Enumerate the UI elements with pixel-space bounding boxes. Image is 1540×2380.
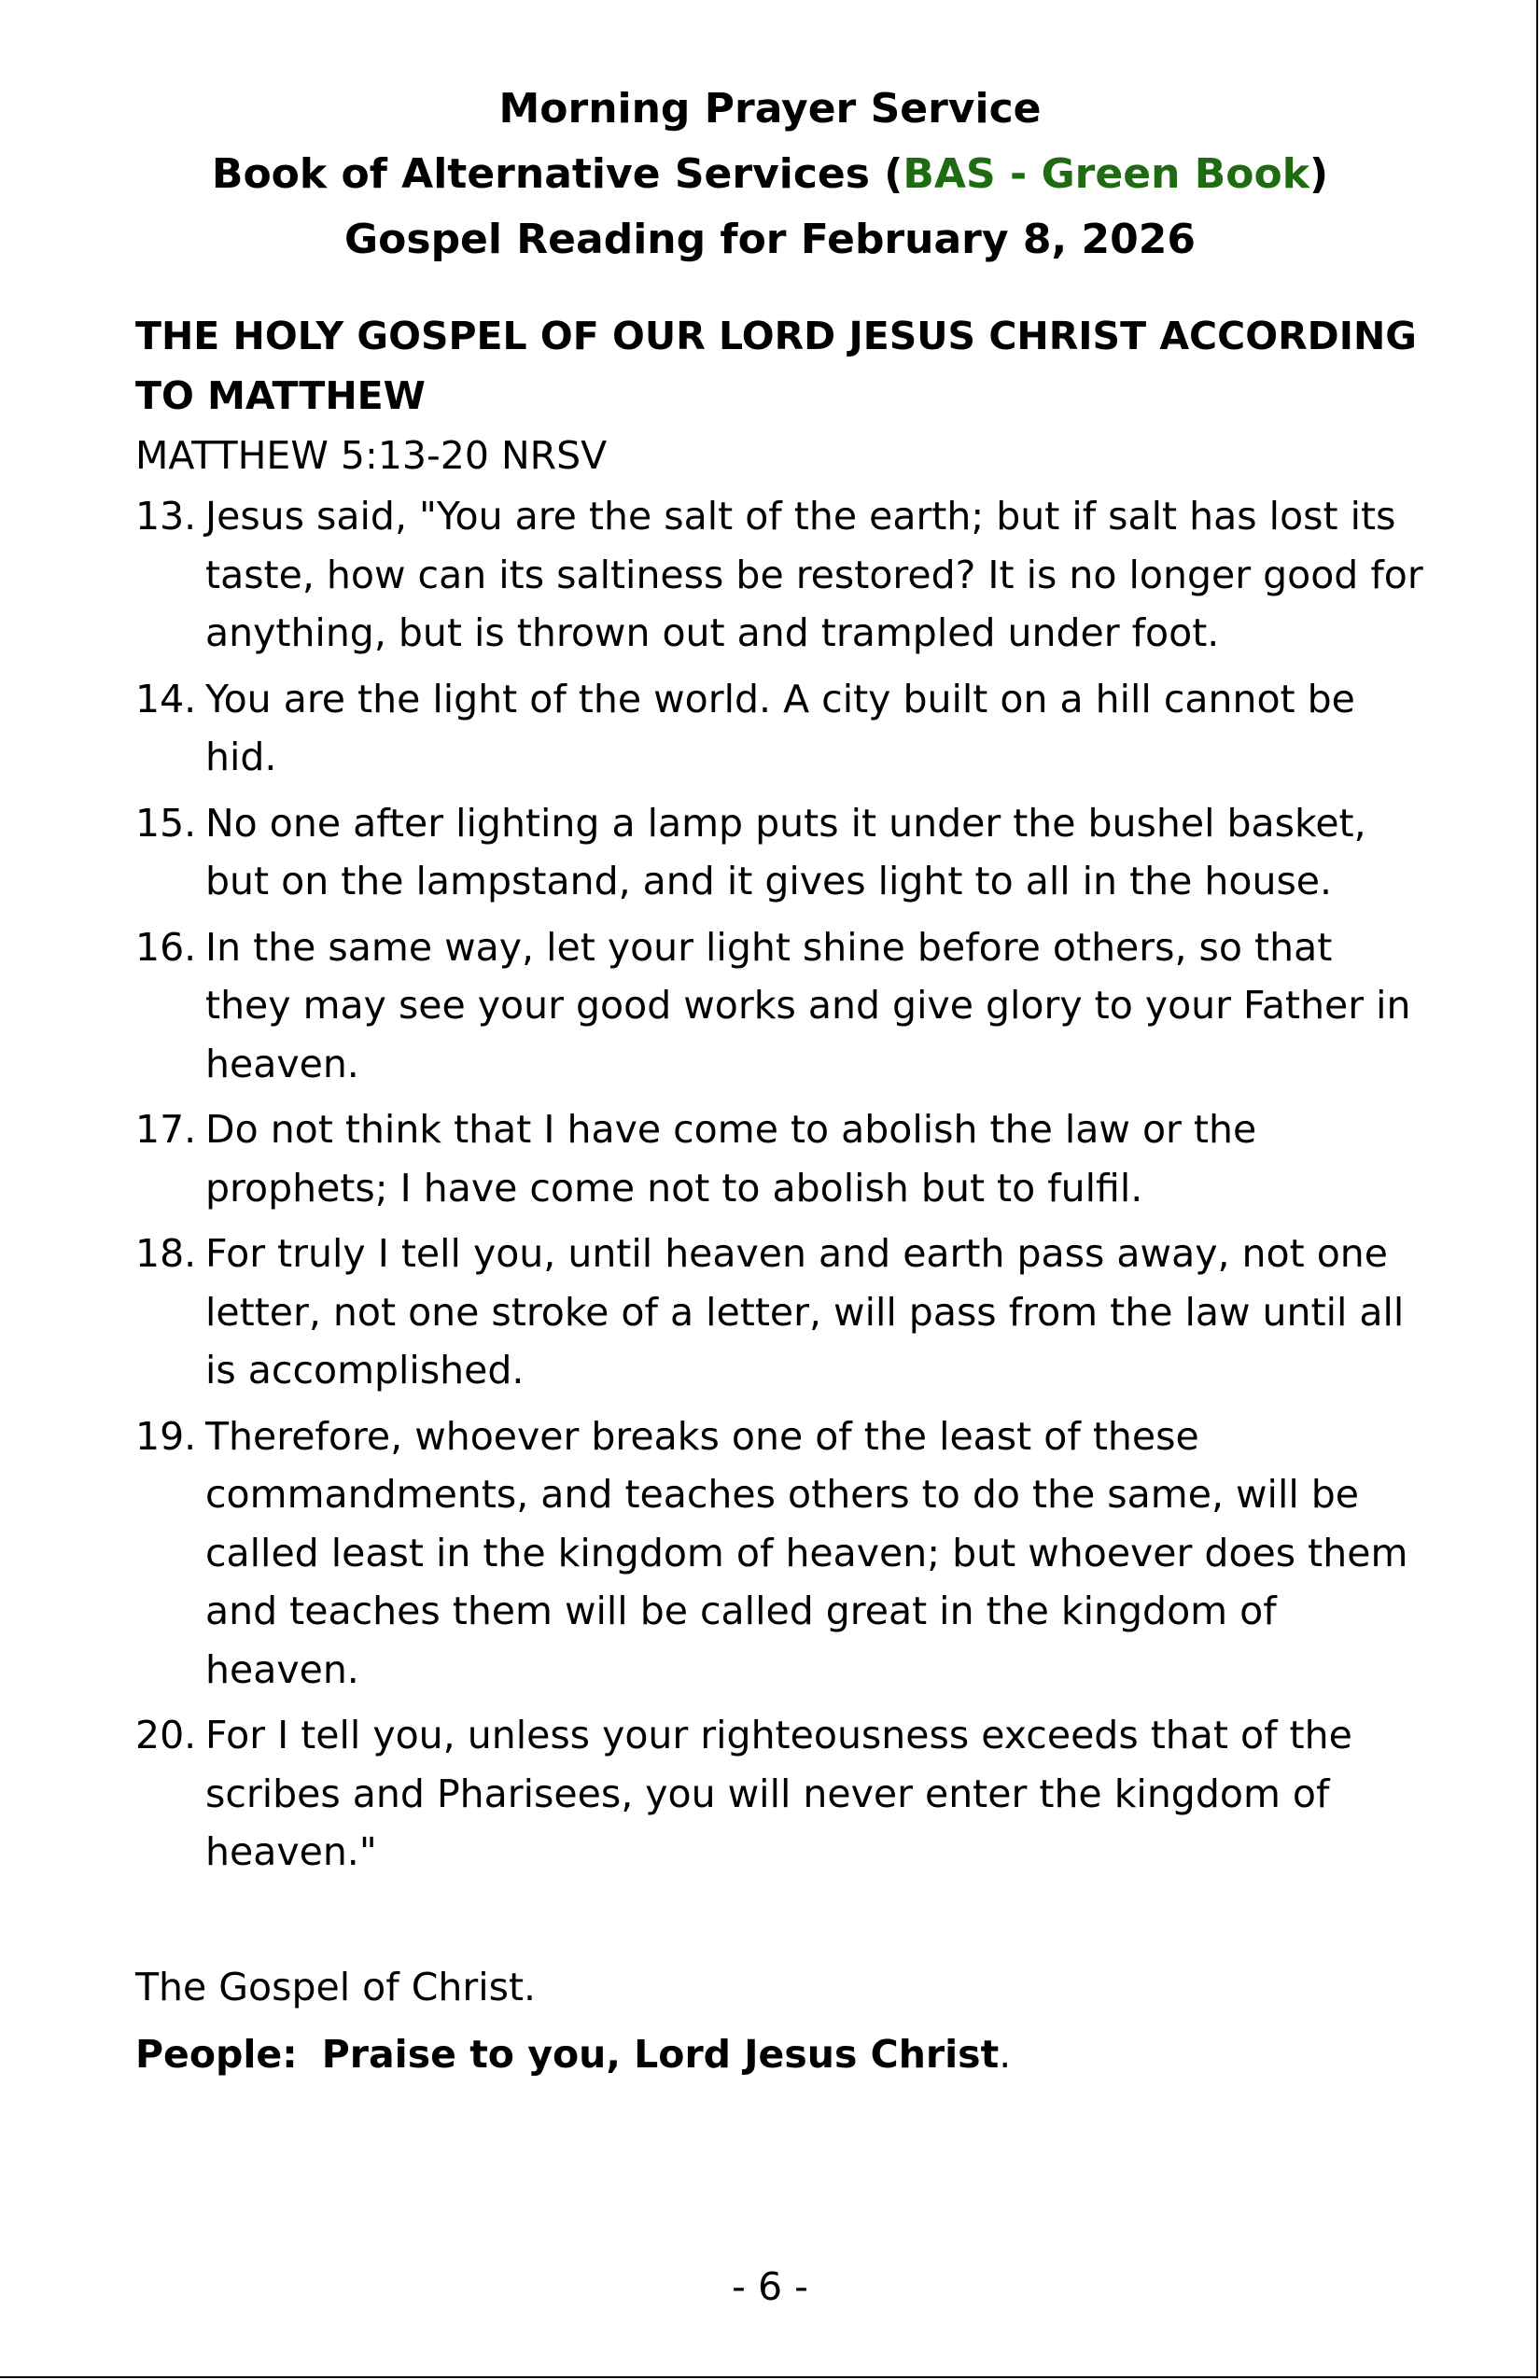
reading-date-title: Gospel Reading for February 8, 2026	[344, 216, 1196, 263]
verse-text: For truly I tell you, until heaven and earth pass away, not one letter, not one stroke of a letter, will pass from the law until all is accomplished.	[205, 1231, 1405, 1393]
book-title-suffix: )	[1309, 150, 1329, 198]
verse-number: 20.	[135, 1713, 197, 1757]
verse-number: 19.	[135, 1413, 197, 1459]
verse-text: In the same way, let your light shine before others, so that they may see your good works and give glory to your Father in heaven.	[205, 924, 1411, 1086]
verse-number: 16.	[135, 924, 197, 970]
verse-item	[135, 670, 1423, 787]
closing-section	[135, 1957, 1423, 2084]
verse-item	[135, 1706, 1423, 1882]
page-number: - 6 -	[732, 2264, 808, 2309]
verse-item	[135, 794, 1423, 911]
response-label: People:	[135, 2032, 298, 2077]
gospel-heading: THE HOLY GOSPEL OF OUR LORD JESUS CHRIST ACCORDING TO MATTHEW	[135, 314, 1417, 418]
book-title-highlight: BAS - Green Book	[903, 150, 1309, 198]
verse-list	[135, 487, 1423, 1882]
document-header	[0, 77, 1540, 273]
service-title: Morning Prayer Service	[498, 85, 1042, 133]
verse-text: Do not think that I have come to abolish the law or the prophets; I have come not to abolish but to fulfil.	[205, 1107, 1257, 1211]
verse-text: You are the light of the world. A city built on a hill cannot be hid.	[205, 676, 1355, 779]
book-title	[0, 142, 1540, 207]
verse-item	[135, 1225, 1423, 1400]
gospel-closing-statement: The Gospel of Christ.	[135, 1965, 537, 2009]
verse-number: 14.	[135, 676, 197, 721]
people-response	[135, 2024, 1423, 2084]
verse-number: 15.	[135, 800, 197, 846]
response-text: Praise to you, Lord Jesus Christ	[321, 2032, 1000, 2077]
verse-number: 18.	[135, 1231, 197, 1276]
verse-text: No one after lighting a lamp puts it under the bushel basket, but on the lampstand, and it gives light to all in the house.	[205, 800, 1366, 903]
response-end: .	[999, 2032, 1012, 2077]
verse-item	[135, 918, 1423, 1094]
scripture-reference: MATTHEW 5:13-20 NRSV	[135, 433, 608, 478]
verse-item	[135, 487, 1423, 663]
verse-text: For I tell you, unless your righteousness exceeds that of the scribes and Pharisees, you will never enter the kingdom of heaven."	[205, 1713, 1352, 1874]
verse-text: Therefore, whoever breaks one of the least of these commandments, and teaches others to do the same, will be called least in the kingdom of heaven; but whoever does them and teaches them will be called great in the kingdom of heaven.	[205, 1413, 1408, 1692]
verse-item	[135, 1407, 1423, 1700]
gospel-reading	[135, 306, 1423, 1889]
book-title-prefix: Book of Alternative Services (	[211, 150, 903, 198]
verse-number: 13.	[135, 494, 197, 539]
verse-text: Jesus said, "You are the salt of the earth; but if salt has lost its taste, how can its saltiness be restored? It is no longer good for anything, but is thrown out and trampled under foot.	[205, 494, 1423, 655]
verse-number: 17.	[135, 1107, 197, 1152]
verse-item	[135, 1100, 1423, 1217]
